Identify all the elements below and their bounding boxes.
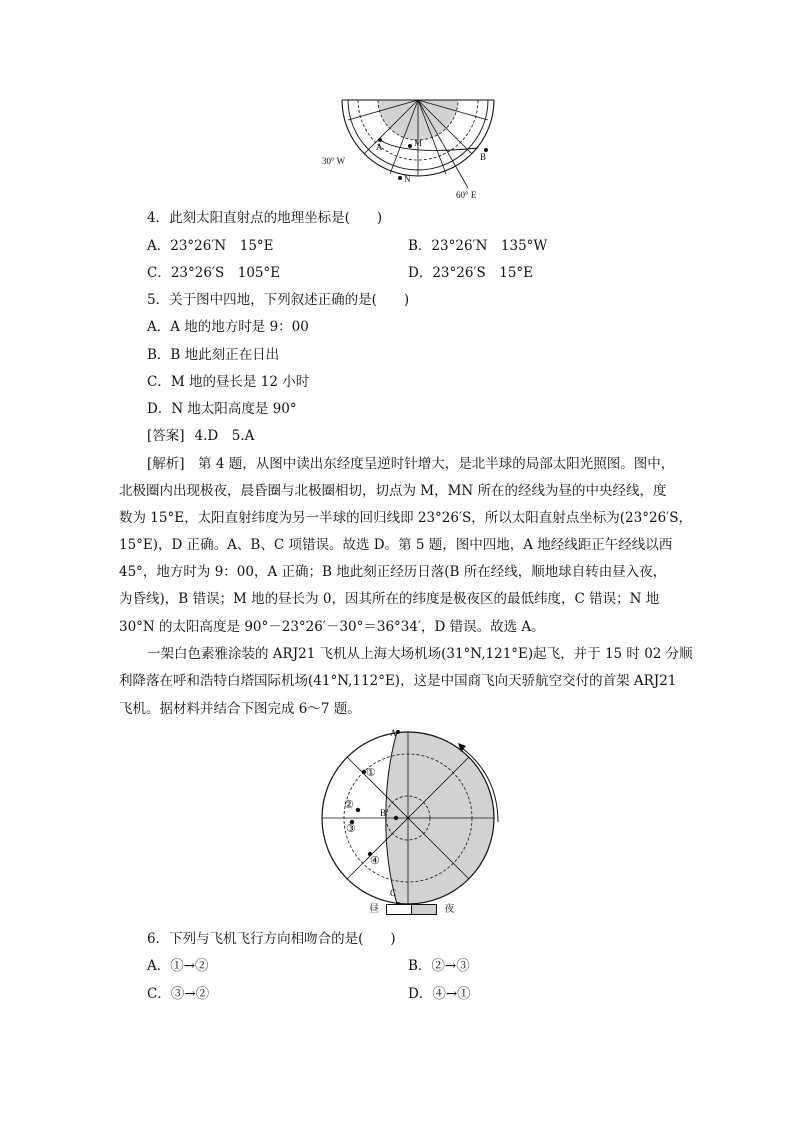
material-line-2: 利降落在呼和浩特白塔国际机场(41°N,112°E)，这是中国商飞向天骄航空交付的首架 ARJ21 (119, 673, 677, 689)
answer-text: 4.D 5.A (194, 428, 255, 444)
label-a: A (390, 728, 397, 738)
legend-day-label: 昼 (369, 904, 379, 915)
analysis-line-4: 15°E)，D 正确。A、B、C 项错误。故选 D。第 5 题，图中四地，A 地经线距正午经线以西 (119, 537, 673, 553)
label-point-2: ② (344, 799, 354, 811)
q5-option-c[interactable]: C．M 地的昼长是 12 小时 (147, 374, 310, 390)
material-line-1: 一架白色素雅涂装的 ARJ21 飞机从上海大场机场(31°N,121°E)起飞，并于 15 时 02 分顺 (147, 646, 693, 662)
q6-option-b[interactable]: B．②→③ (408, 958, 470, 974)
q4-option-a[interactable]: A．23°26′N 15°E (147, 238, 274, 254)
legend-day-box (386, 904, 412, 915)
q6-stem: 6．下列与飞机飞行方向相吻合的是( ) (147, 931, 396, 947)
q4-option-c[interactable]: C．23°26′S 105°E (147, 265, 281, 281)
analysis-line-7: 30°N 的太阳高度是 90°－23°26′－30°＝36°34′，D 错误。故选 A。 (119, 619, 545, 635)
answer-tag: [答案] (147, 428, 185, 444)
label-n: N (404, 174, 411, 184)
label-point-4: ④ (370, 855, 380, 867)
label-a: A (376, 142, 383, 152)
label-60e: 60° E (456, 190, 477, 200)
q6-option-c[interactable]: C．③→② (147, 986, 210, 1002)
label-b: B (380, 808, 387, 818)
q4-stem: 4．此刻太阳直射点的地理坐标是( ) (147, 210, 383, 226)
analysis-line-5: 45°，地方时为 9：00，A 正确；B 地此刻正经历日落(B 所在经线，顺地球自转由昼入夜， (119, 564, 667, 580)
analysis-line-6: 为昏线)，B 错误；M 地的昼长为 0，因其所在的纬度是极夜区的最低纬度，C 错误；N 地 (119, 591, 660, 607)
q4-option-b[interactable]: B．23°26′N 135°W (408, 238, 548, 254)
label-30w: 30° W (322, 156, 346, 166)
sunlight-diagram-2 (312, 724, 502, 916)
label-c: C (390, 888, 397, 898)
sunlight-diagram-1 (318, 96, 518, 202)
q6-option-a[interactable]: A．①→② (147, 958, 209, 974)
analysis-line-3: 数为 15°E，太阳直射纬度为另一半球的回归线即 23°26′S，所以太阳直射点坐标为(23°26′S， (119, 510, 692, 526)
analysis-line-1: [解析] 第 4 题，从图中读出东经度呈逆时针增大，是北半球的局部太阳光照图。图中， (147, 456, 675, 472)
legend (369, 903, 454, 917)
q5-stem: 5．关于图中四地，下列叙述正确的是( ) (147, 292, 410, 308)
label-m: M (414, 138, 423, 148)
answer-line (147, 426, 254, 446)
q5-option-d[interactable]: D．N 地太阳高度是 90° (147, 401, 297, 417)
q5-option-b[interactable]: B．B 地此刻正在日出 (147, 347, 280, 363)
label-point-3: ③ (346, 823, 356, 835)
analysis-line-2: 北极圈内出现极夜，晨昏圈与北极圈相切，切点为 M，MN 所在的经线为昼的中央经线，度 (119, 483, 667, 499)
label-point-1: ① (366, 767, 376, 779)
legend-night-label: 夜 (444, 904, 455, 915)
legend-night-box (412, 904, 437, 915)
material-line-3: 飞机。据材料并结合下图完成 6～7 题。 (119, 701, 361, 717)
label-b: B (480, 152, 487, 162)
q4-option-d[interactable]: D．23°26′S 15°E (408, 265, 534, 281)
q5-option-a[interactable]: A．A 地的地方时是 9：00 (147, 319, 309, 335)
q6-option-d[interactable]: D．④→① (408, 986, 471, 1002)
